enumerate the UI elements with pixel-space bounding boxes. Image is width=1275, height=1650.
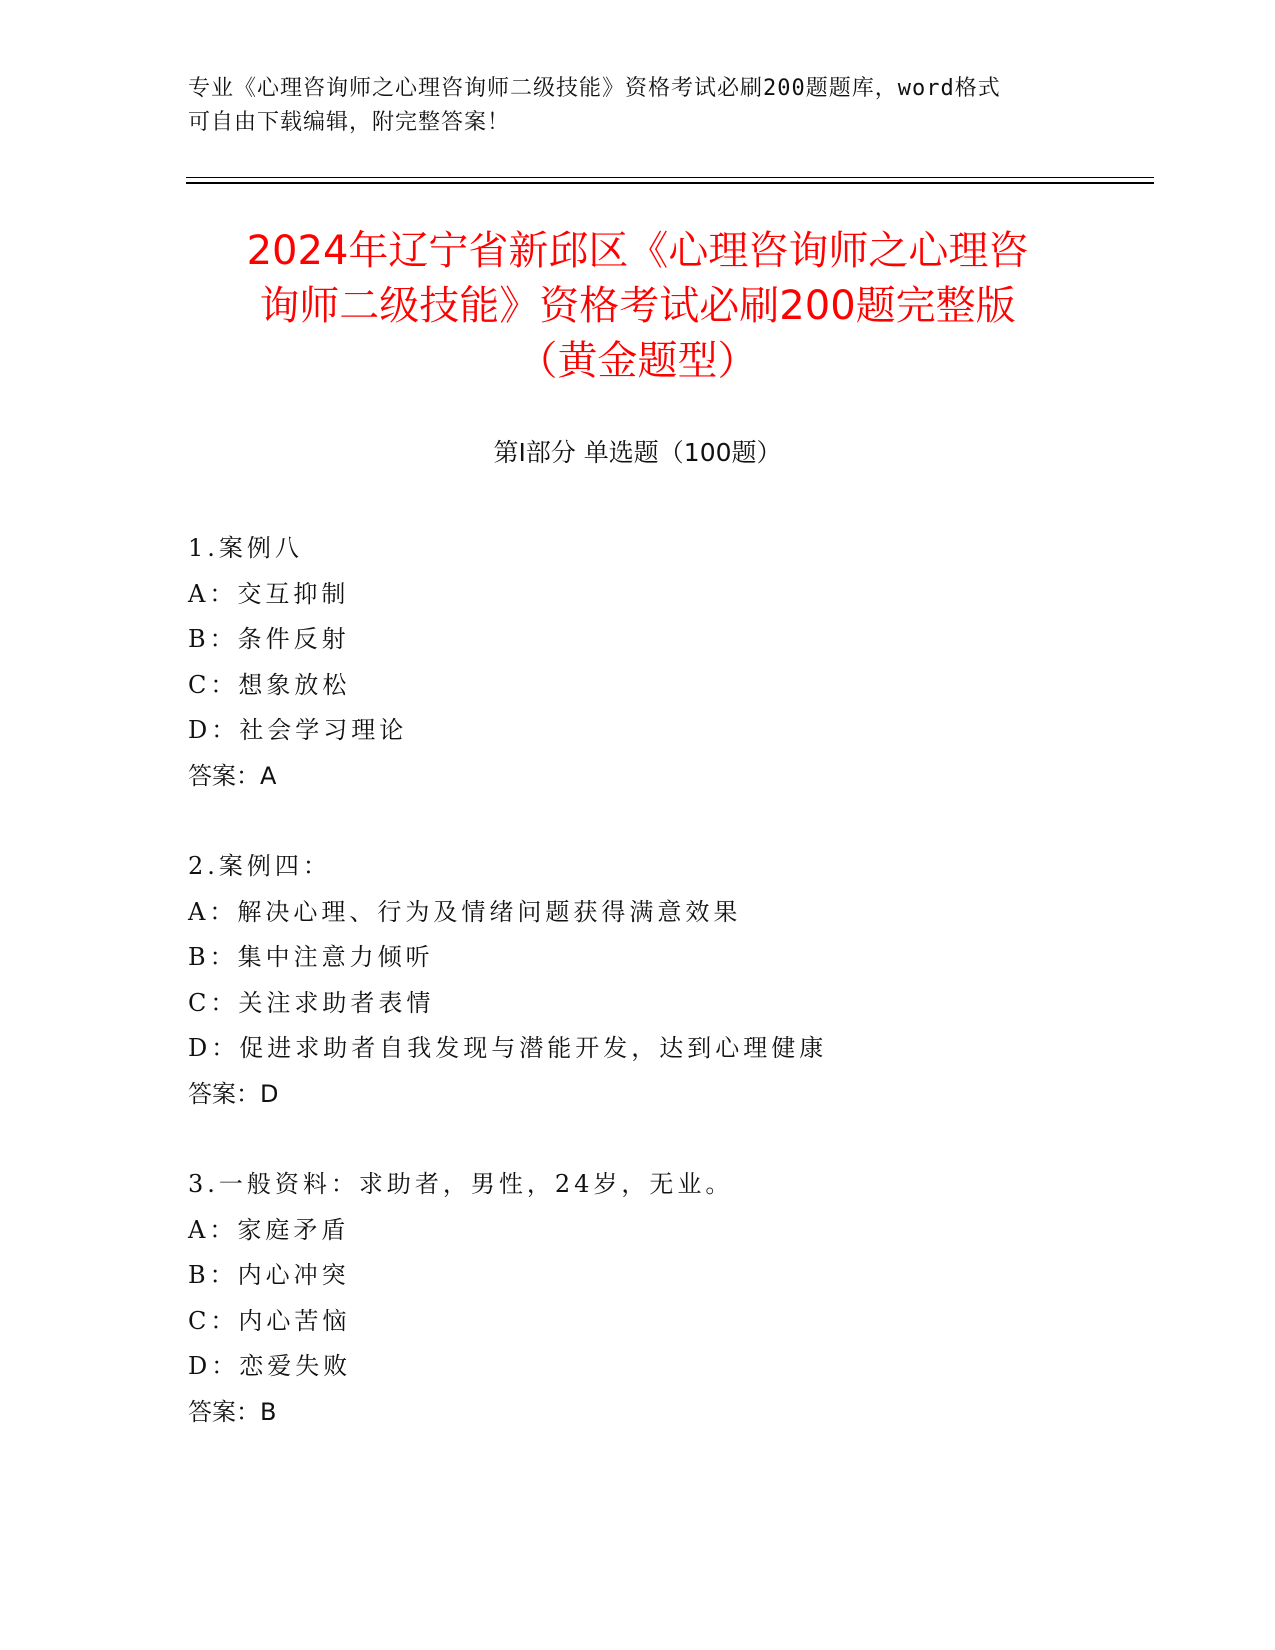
header-divider-thick — [186, 182, 1154, 184]
option-a: A：交互抑制 — [188, 579, 350, 608]
header-divider-thin — [186, 177, 1154, 178]
option-b: B：集中注意力倾听 — [188, 943, 434, 971]
question-stem: 3.一般资料：求助者，男性，24岁，无业。 — [188, 1170, 734, 1198]
option-c: C：关注求助者表情 — [188, 988, 435, 1017]
header-note-line-2: 可自由下载编辑，附完整答案！ — [188, 110, 511, 135]
option-b: B：条件反射 — [188, 625, 350, 653]
question-item — [188, 1162, 1188, 1435]
option-c: C：内心苦恼 — [188, 1306, 351, 1335]
section-heading: 第Ⅰ部分 单选题（100题） — [493, 438, 782, 467]
option-d: D：恋爱失败 — [188, 1352, 352, 1380]
document-title-line-1: 2024年辽宁省新邱区《心理咨询师之心理咨 — [246, 228, 1029, 274]
option-d: D：促进求助者自我发现与潜能开发，达到心理健康 — [188, 1034, 828, 1062]
answer-line: 答案：B — [188, 1397, 277, 1426]
document-title-line-2: 询师二级技能》资格考试必刷200题完整版 — [259, 283, 1016, 329]
option-c: C：想象放松 — [188, 670, 351, 699]
option-d: D：社会学习理论 — [188, 716, 408, 744]
option-a: A：家庭矛盾 — [188, 1215, 350, 1244]
document-title — [160, 224, 1115, 389]
question-list — [188, 526, 1188, 1480]
option-a: A：解决心理、行为及情绪问题获得满意效果 — [188, 897, 742, 926]
answer-line: 答案：D — [188, 1079, 279, 1108]
header-note-line-1: 专业《心理咨询师之心理咨询师二级技能》资格考试必刷200题题库，word格式 — [188, 76, 1001, 101]
question-item — [188, 526, 1188, 799]
question-stem: 1.案例八 — [188, 534, 303, 562]
question-item — [188, 844, 1188, 1117]
option-b: B：内心冲突 — [188, 1261, 350, 1289]
answer-line: 答案：A — [188, 761, 277, 790]
document-title-line-3: （黄金题型） — [517, 338, 758, 384]
question-stem: 2.案例四： — [188, 852, 331, 880]
header-note — [188, 72, 1088, 140]
